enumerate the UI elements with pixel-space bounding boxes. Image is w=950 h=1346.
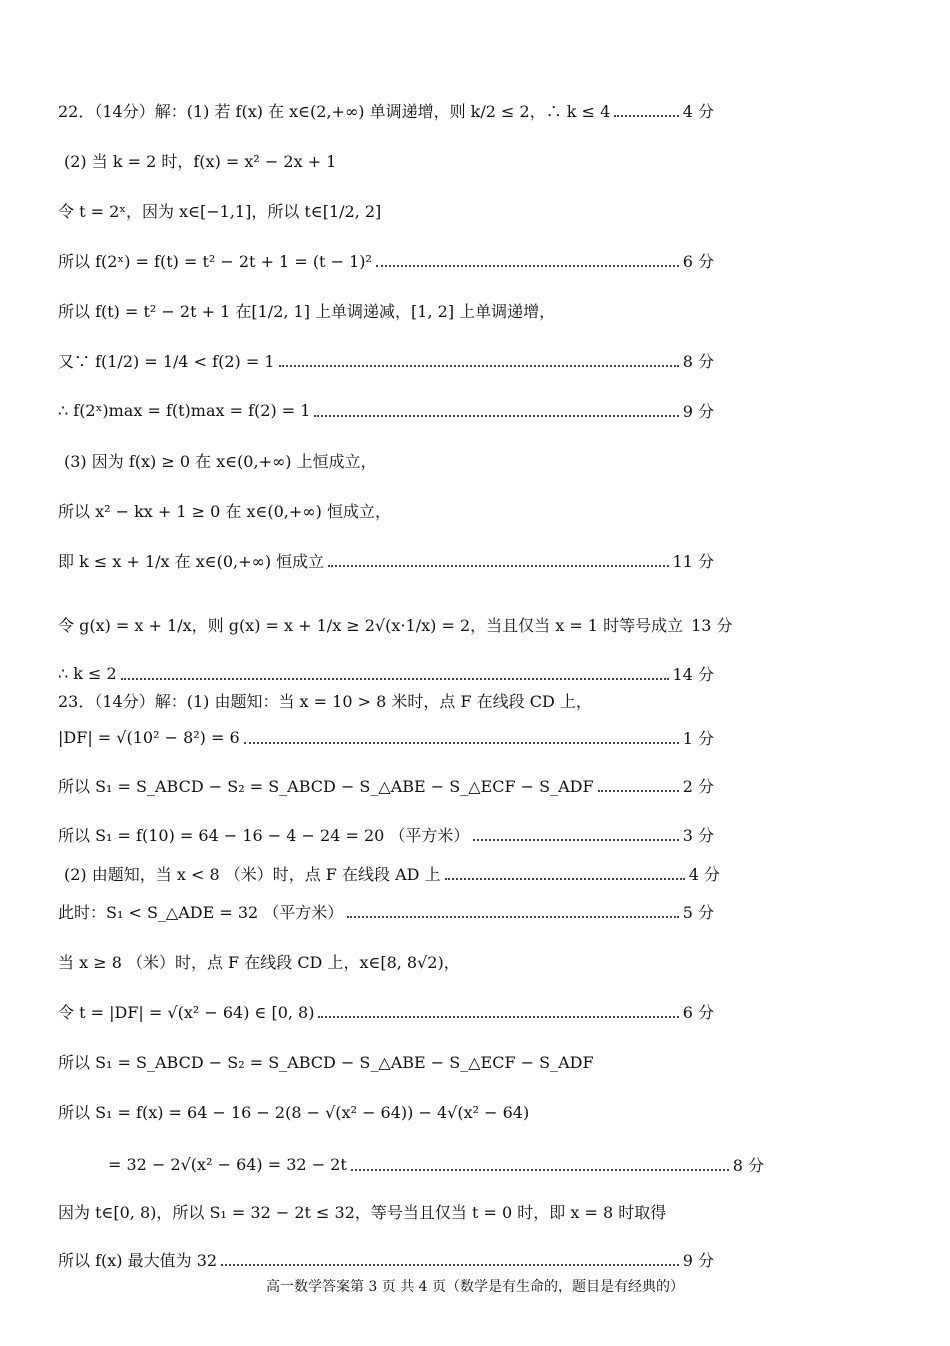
score-label: 6 分: [682, 1002, 714, 1022]
line-text: 即 k ≤ x + 1/x 在 x∈(0,+∞) 恒成立: [58, 551, 325, 571]
line-text: 因为 t∈[0, 8)，所以 S₁ = 32 − 2t ≤ 32，等号当且仅当 t = 0 时，即 x = 8 时取得: [58, 1202, 667, 1222]
dot-leader: [318, 1016, 678, 1018]
page-footer: 高一数学答案第 3 页 共 4 页（数学是有生命的，题目是有经典的）: [265, 1279, 685, 1295]
line-text: 所以 S₁ = f(10) = 64 − 16 − 4 − 24 = 20 （平方米）: [58, 825, 470, 845]
line-22: [58, 1093, 714, 1129]
score-label: 4 分: [688, 864, 720, 884]
score-label: 2 分: [682, 776, 714, 796]
score-label: 8 分: [682, 351, 714, 371]
line-text: 所以 f(t) = t² − 2t + 1 在[1/2, 1] 上单调递减，[1, 2] 上单调递增，: [58, 301, 556, 321]
dot-leader: [376, 265, 679, 267]
line-3: [58, 192, 714, 228]
line-14: [58, 719, 714, 755]
score-label: 9 分: [682, 401, 714, 421]
line-17: [58, 855, 720, 891]
dot-leader: [445, 878, 685, 880]
line-text: 令 g(x) = x + 1/x，则 g(x) = x + 1/x ≥ 2√(x·1/x) = 2，当且仅当 x = 1 时等号成立: [58, 615, 684, 635]
dot-leader: [328, 565, 668, 567]
line-text: 23．（14分）解：(1) 由题知：当 x = 10 > 8 米时，点 F 在线段 CD 上，: [58, 691, 592, 711]
score-label: 8 分: [732, 1155, 764, 1175]
line-text: 令 t = 2ˣ，因为 x∈[−1,1]，所以 t∈[1/2, 2]: [58, 201, 382, 221]
dot-leader: [314, 415, 678, 417]
dot-leader: [347, 916, 678, 918]
score-label: 5 分: [682, 902, 714, 922]
line-text: = 32 − 2√(x² − 64) = 32 − 2t: [108, 1154, 347, 1174]
line-text: 又∵ f(1/2) = 1/4 < f(2) = 1: [58, 351, 275, 371]
dot-leader: [473, 839, 678, 841]
dot-leader: [351, 1169, 729, 1171]
line-4: [58, 242, 714, 278]
line-text: (3) 因为 f(x) ≥ 0 在 x∈(0,+∞) 上恒成立，: [64, 451, 377, 471]
line-2: [58, 142, 720, 178]
line-text: 令 t = |DF| = √(x² − 64) ∈ [0, 8): [58, 1002, 315, 1022]
score-label: 4 分: [682, 101, 714, 121]
line-text: 22．（14分）解：(1) 若 f(x) 在 x∈(2,+∞) 单调递增，则 k/2 ≤ 2，∴ k ≤ 4: [58, 101, 611, 121]
line-7: [58, 392, 714, 428]
score-label: 13 分: [691, 615, 733, 635]
line-text: (2) 当 k = 2 时，f(x) = x² − 2x + 1: [64, 151, 337, 171]
line-text: 所以 f(2ˣ) = f(t) = t² − 2t + 1 = (t − 1)²: [58, 251, 372, 271]
line-19: [58, 943, 714, 979]
line-text: 所以 f(x) 最大值为 32: [58, 1250, 218, 1270]
dot-leader: [598, 790, 679, 792]
line-10: [58, 542, 714, 578]
line-text: (2) 由题知，当 x < 8 （米）时，点 F 在线段 AD 上: [64, 864, 441, 884]
line-18: [58, 893, 714, 929]
line-text: |DF| = √(10² − 8²) = 6: [58, 727, 240, 747]
line-text: 此时：S₁ < S_△ADE = 32 （平方米）: [58, 902, 344, 922]
line-13: [58, 682, 714, 718]
dot-leader: [121, 678, 669, 680]
line-23: [58, 1146, 764, 1182]
score-label: 11 分: [672, 551, 714, 571]
line-1: [58, 92, 714, 128]
dot-leader: [244, 742, 679, 744]
line-20: [58, 993, 714, 1029]
score-label: 1 分: [682, 728, 714, 748]
line-15: [58, 767, 714, 803]
dot-leader: [279, 365, 679, 367]
line-text: 当 x ≥ 8 （米）时，点 F 在线段 CD 上，x∈[8, 8√2)，: [58, 952, 460, 972]
score-label: 6 分: [682, 251, 714, 271]
line-21: [58, 1043, 714, 1079]
line-6: [58, 342, 714, 378]
line-text: ∴ f(2ˣ)max = f(t)max = f(2) = 1: [58, 400, 311, 420]
line-25: [58, 1241, 714, 1277]
dot-leader: [614, 115, 678, 117]
line-24: [58, 1193, 714, 1229]
score-label: 9 分: [682, 1250, 714, 1270]
line-text: ∴ k ≤ 2: [58, 663, 117, 683]
line-5: [58, 292, 714, 328]
line-text: 所以 S₁ = S_ABCD − S₂ = S_ABCD − S_△ABE − S_△ECF − S_ADF: [58, 776, 594, 796]
line-8: [58, 442, 720, 478]
line-11: [58, 606, 733, 642]
line-text: 所以 x² − kx + 1 ≥ 0 在 x∈(0,+∞) 恒成立，: [58, 501, 391, 521]
score-label: 3 分: [682, 825, 714, 845]
line-16: [58, 816, 714, 852]
line-9: [58, 492, 714, 528]
line-text: 所以 S₁ = f(x) = 64 − 16 − 2(8 − √(x² − 64)) − 4√(x² − 64): [58, 1102, 530, 1122]
score-label: 14 分: [672, 664, 714, 684]
dot-leader: [221, 1264, 679, 1266]
line-text: 所以 S₁ = S_ABCD − S₂ = S_ABCD − S_△ABE − S_△ECF − S_ADF: [58, 1052, 594, 1072]
